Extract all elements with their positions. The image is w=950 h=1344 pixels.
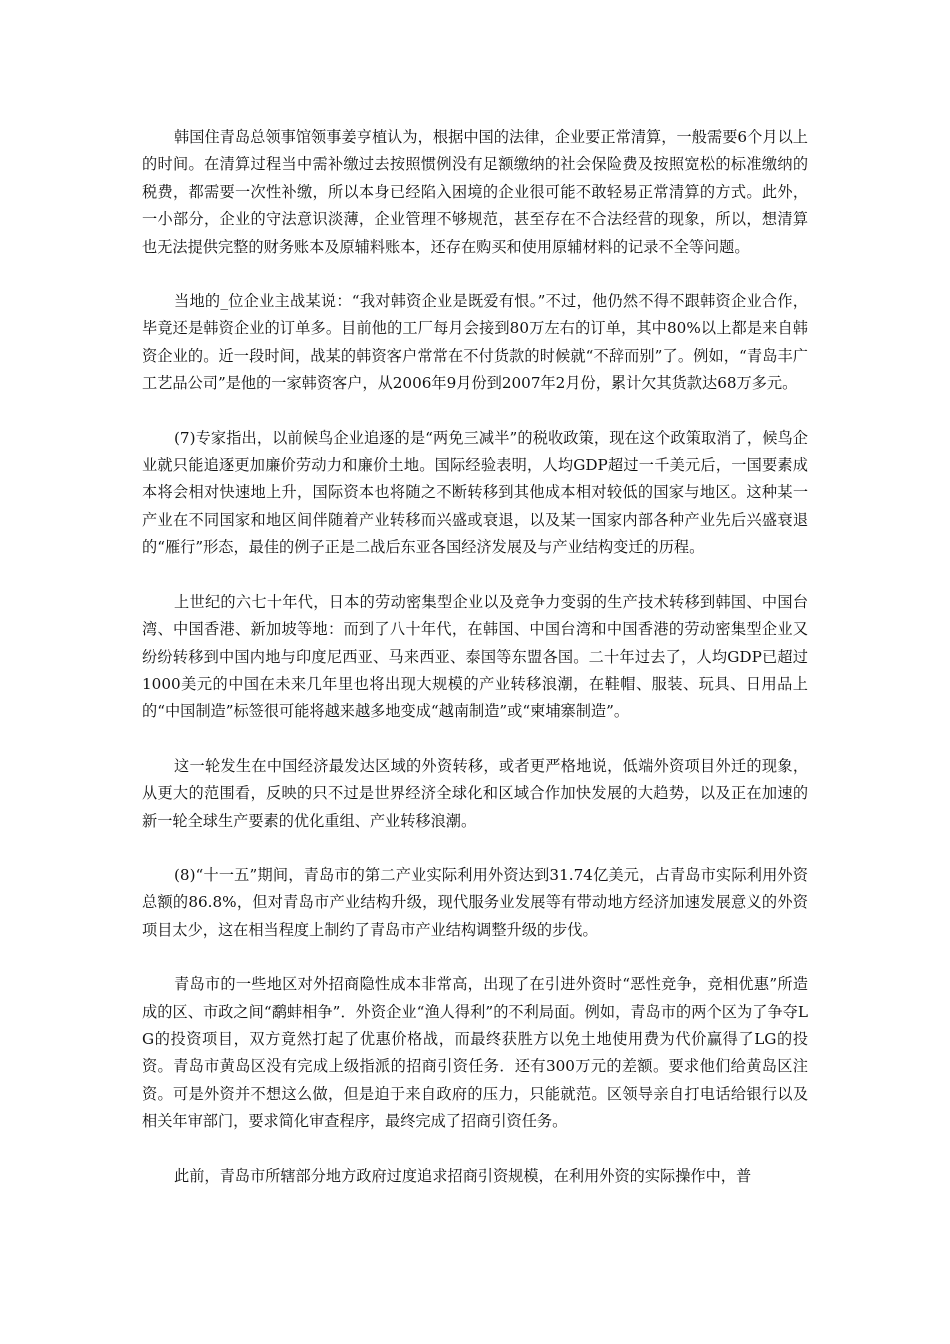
paragraph-4: 上世纪的六七十年代，日本的劳动密集型企业以及竞争力变弱的生产技术转移到韩国、中国台湾、中国香港、新加坡等地：而到了八十年代，在韩国、中国台湾和中国香港的劳动密集型企业又纷纷转移到中国内地与印度尼西亚、马来西亚、泰国等东盟各国。二十年过去了，人均GDP已超过1000美元的中国在未来几年里也将出现大规模的产业转移浪潮，在鞋帽、服装、玩具、日用品上的“中国制造”标签很可能将越来越多地变成“越南制造”或“柬埔寨制造”。 bbox=[142, 592, 808, 721]
paragraph-8: 此前，青岛市所辖部分地方政府过度追求招商引资规模，在利用外资的实际操作中，普 bbox=[174, 1166, 752, 1185]
paragraph-7: 青岛市的一些地区对外招商隐性成本非常高，出现了在引进外资时“恶性竞争，竞相优惠”所造成的区、市政之间“鹬蚌相争”．外资企业“渔人得利”的不利局面。例如，青岛市的两个区为了争夺LG的投资项目，双方竟然打起了优惠价格战，而最终获胜方以免土地使用费为代价赢得了LG的投资。青岛市黄岛区没有完成上级指派的招商引资任务．还有300万元的差额。要求他们给黄岛区注资。可是外资并不想这么做，但是迫于来自政府的压力，只能就范。区领导亲自打电话给银行以及相关年审部门，要求简化审查程序，最终完成了招商引资任务。 bbox=[142, 975, 808, 1131]
paragraph-5: 这一轮发生在中国经济最发达区域的外资转移，或者更严格地说，低端外资项目外迁的现象，从更大的范围看，反映的只不过是世界经济全球化和区域合作加快发展的大趋势，以及正在加速的新一轮全球生产要素的优化重组、产业转移浪潮。 bbox=[142, 756, 808, 830]
paragraph-6: (8)“十一五”期间，青岛市的第二产业实际利用外资达到31.74亿美元，占青岛市实际利用外资总额的86.8%，但对青岛市产业结构升级，现代服务业发展等有带动地方经济加速发展意义的外资项目太少，这在相当程度上制约了青岛市产业结构调整升级的步伐。 bbox=[142, 865, 808, 939]
paragraph-2: 当地的_位企业主战某说：“我对韩资企业是既爱有恨。”不过，他仍然不得不跟韩资企业合作，毕竟还是韩资企业的订单多。目前他的工厂每月会接到80万左右的订单，其中80%以上都是来自韩资企业的。近一段时间，战某的韩资客户常常在不付货款的时候就“不辞而别”了。例如，“青岛丰广工艺品公司”是他的一家韩资客户，从2006年9月份到2007年2月份，累计欠其货款达68万多元。 bbox=[142, 292, 808, 393]
document-body bbox=[142, 124, 808, 1217]
paragraph-3: (7)专家指出，以前候鸟企业追逐的是“两免三减半”的税收政策，现在这个政策取消了，候鸟企业就只能追逐更加廉价劳动力和廉价土地。国际经验表明，人均GDP超过一千美元后，一国要素成本将会相对快速地上升，国际资本也将随之不断转移到其他成本相对较低的国家与地区。这种某一产业在不同国家和地区间伴随着产业转移而兴盛或衰退，以及某一国家内部各种产业先后兴盛衰退的“雁行”形态，最佳的例子正是二战后东亚各国经济发展及与产业结构变迁的历程。 bbox=[142, 428, 808, 557]
paragraph-1: 韩国住青岛总领事馆领事姜亨植认为，根据中国的法律，企业要正常清算，一般需要6个月以上的时间。在清算过程当中需补缴过去按照惯例没有足额缴纳的社会保险费及按照宽松的标准缴纳的税费，都需要一次性补缴，所以本身已经陷入困境的企业很可能不敢轻易正常清算的方式。此外，一小部分，企业的守法意识淡薄，企业管理不够规范，甚至存在不合法经营的现象，所以，想清算也无法提供完整的财务账本及原辅料账本，还存在购买和使用原辅材料的记录不全等问题。 bbox=[142, 128, 808, 256]
